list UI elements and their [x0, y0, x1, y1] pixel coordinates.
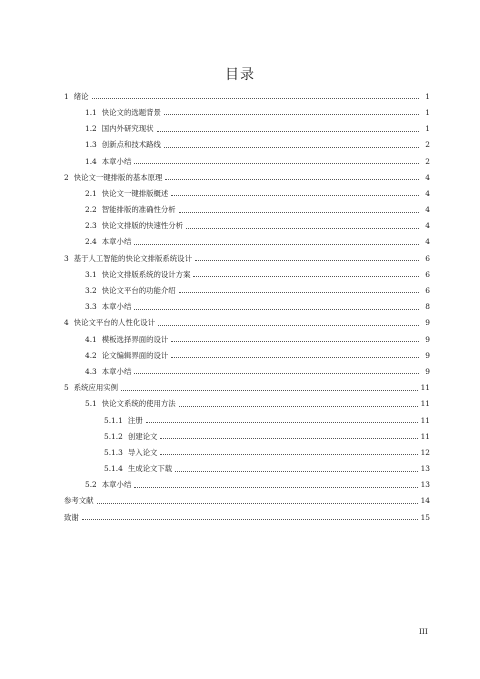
toc-entry-number: 5	[64, 383, 69, 393]
toc-entry-number: 4	[64, 318, 69, 328]
toc-entry-page: 2	[425, 156, 430, 166]
toc-entry[interactable]	[64, 197, 430, 213]
toc-entry[interactable]	[64, 505, 430, 521]
toc-entry-number: 3	[64, 253, 69, 263]
toc-entry-page: 13	[420, 480, 430, 490]
toc-dot-leader	[158, 325, 419, 326]
toc-entry[interactable]	[64, 214, 430, 230]
toc-entry-title: 创新点和技术路线	[101, 140, 161, 150]
toc-dot-leader	[97, 503, 418, 504]
toc-entry-number: 1	[64, 91, 69, 101]
toc-entry-page: 11	[420, 399, 430, 409]
toc-entry[interactable]	[64, 230, 430, 246]
toc-entry-title: 模板选择界面的设计	[101, 334, 169, 344]
toc-dot-leader	[179, 406, 418, 407]
toc-dot-leader	[160, 454, 417, 455]
toc-entry[interactable]	[64, 149, 430, 165]
toc-entry[interactable]	[64, 343, 430, 359]
toc-entry-page: 4	[425, 172, 430, 182]
toc-entry[interactable]	[64, 262, 430, 278]
toc-entry[interactable]	[64, 392, 430, 408]
toc-dot-leader	[134, 244, 419, 245]
toc-entry-number: 1.3	[85, 140, 97, 150]
toc-entry-title: 本章小结	[101, 302, 132, 312]
toc-dot-leader	[193, 276, 419, 277]
toc-entry-title: 基于人工智能的快论文排版系统设计	[73, 253, 192, 263]
toc-entry-page: 4	[425, 221, 430, 231]
toc-entry[interactable]	[64, 311, 430, 327]
toc-entry-title: 智能排版的准确性分析	[101, 205, 176, 215]
toc-entry-page: 11	[420, 431, 430, 441]
toc-entry[interactable]	[64, 408, 430, 424]
toc-entry-number: 4.1	[85, 334, 97, 344]
toc-entry-page: 2	[425, 140, 430, 150]
toc-dot-leader	[164, 147, 419, 148]
toc-entry-page: 4	[425, 188, 430, 198]
toc-entry-page: 4	[425, 237, 430, 247]
toc-entry[interactable]	[64, 84, 430, 100]
toc-entry-title: 本章小结	[101, 480, 132, 490]
toc-entry-title: 致谢	[64, 512, 79, 522]
toc-entry-page: 12	[420, 447, 430, 457]
toc-entry-number: 5.1.4	[104, 464, 123, 474]
toc-dot-leader	[92, 98, 420, 99]
toc-dot-leader	[164, 114, 419, 115]
toc-entry[interactable]	[64, 424, 430, 440]
toc-entry-number: 3.2	[85, 286, 97, 296]
toc-entry[interactable]	[64, 294, 430, 310]
toc-entry-number: 2	[64, 172, 69, 182]
page-title: 目录	[225, 67, 255, 83]
toc-entry-page: 11	[420, 383, 430, 393]
toc-entry[interactable]	[64, 100, 430, 116]
toc-entry-title: 快论文排版系统的设计方案	[101, 269, 191, 279]
toc-entry-number: 2.3	[85, 221, 97, 231]
toc-entry-number: 5.1.1	[104, 415, 123, 425]
toc-entry-title: 快论文的选题背景	[101, 107, 161, 117]
toc-entry-page: 6	[425, 286, 430, 296]
toc-entry-title: 快论文平台的人性化设计	[73, 318, 156, 328]
toc-dot-leader	[195, 260, 419, 261]
toc-entry[interactable]	[64, 473, 430, 489]
toc-dot-leader	[157, 131, 419, 132]
toc-entry-page: 1	[425, 107, 430, 117]
toc-entry-title: 本章小结	[101, 156, 132, 166]
toc-entry-number: 2.4	[85, 237, 97, 247]
toc-dot-leader	[179, 212, 419, 213]
toc-entry-page: 15	[420, 512, 430, 522]
toc-entry-page: 4	[425, 205, 430, 215]
toc-dot-leader	[134, 373, 419, 374]
toc-dot-leader	[146, 422, 418, 423]
toc-entry-number: 3.3	[85, 302, 97, 312]
toc-entry-title: 快论文平台的功能介绍	[101, 286, 176, 296]
toc-entry-title: 绪论	[73, 91, 89, 101]
toc-dot-leader	[160, 438, 417, 439]
toc-entry-page: 9	[425, 334, 430, 344]
toc-dot-leader	[179, 292, 419, 293]
toc-entry-number: 5.1.3	[104, 447, 123, 457]
toc-entry-page: 6	[425, 269, 430, 279]
toc-entry-title: 本章小结	[101, 237, 132, 247]
toc-entry[interactable]	[64, 327, 430, 343]
toc-dot-leader	[134, 487, 417, 488]
page-number: III	[419, 627, 428, 636]
toc-entry-number: 4.3	[85, 366, 97, 376]
toc-entry-number: 1.1	[85, 107, 97, 117]
toc-entry-number: 1.4	[85, 156, 97, 166]
toc-dot-leader	[175, 471, 417, 472]
toc-entry[interactable]	[64, 489, 430, 505]
toc-entry-title: 创建论文	[127, 431, 158, 441]
toc-dot-leader	[121, 390, 418, 391]
toc-dot-leader	[171, 357, 419, 358]
toc-entry-title: 快论文一键排版概述	[101, 188, 169, 198]
toc-dot-leader	[165, 179, 419, 180]
toc-entry-number: 1.2	[85, 124, 97, 134]
toc-entry[interactable]	[64, 375, 430, 391]
toc-entry[interactable]	[64, 181, 430, 197]
toc-entry-page: 11	[420, 415, 430, 425]
toc-entry-title: 注册	[127, 415, 143, 425]
toc-entry-page: 9	[425, 318, 430, 328]
toc-entry-number: 4.2	[85, 350, 97, 360]
toc-entry[interactable]	[64, 165, 430, 181]
toc-entry-title: 系统应用实例	[73, 383, 119, 393]
toc-entry-page: 8	[425, 302, 430, 312]
toc-entry[interactable]	[64, 359, 430, 375]
table-of-contents	[64, 84, 430, 521]
toc-dot-leader	[171, 195, 419, 196]
toc-entry-page: 6	[425, 253, 430, 263]
toc-entry-title: 本章小结	[101, 366, 132, 376]
toc-entry-number: 3.1	[85, 269, 97, 279]
toc-entry-title: 论文编辑界面的设计	[101, 350, 169, 360]
toc-entry-page: 14	[420, 496, 430, 506]
toc-dot-leader	[82, 519, 418, 520]
toc-entry-page: 1	[425, 124, 430, 134]
toc-entry[interactable]	[64, 246, 430, 262]
toc-dot-leader	[134, 163, 419, 164]
toc-entry-title: 生成论文下载	[127, 464, 173, 474]
toc-entry-title: 国内外研究现状	[101, 124, 154, 134]
toc-entry-number: 5.1.2	[104, 431, 123, 441]
toc-entry-number: 5.2	[85, 480, 97, 490]
toc-entry-page: 9	[425, 366, 430, 376]
toc-entry[interactable]	[64, 133, 430, 149]
toc-dot-leader	[171, 341, 419, 342]
toc-entry-number: 2.2	[85, 205, 97, 215]
toc-entry[interactable]	[64, 278, 430, 294]
toc-entry[interactable]	[64, 116, 430, 132]
toc-entry-title: 快论文排版的快速性分析	[101, 221, 184, 231]
toc-entry[interactable]	[64, 456, 430, 472]
toc-entry-title: 快论文系统的使用方法	[101, 399, 176, 409]
toc-entry-page: 1	[425, 91, 430, 101]
toc-entry-title: 快论文一键排版的基本原理	[73, 172, 163, 182]
toc-entry-page: 9	[425, 350, 430, 360]
toc-entry-title: 参考文献	[64, 496, 94, 506]
toc-entry-number: 2.1	[85, 188, 97, 198]
toc-entry-number: 5.1	[85, 399, 97, 409]
toc-entry-page: 13	[420, 464, 430, 474]
toc-entry[interactable]	[64, 440, 430, 456]
toc-entry-title: 导入论文	[127, 447, 158, 457]
toc-dot-leader	[134, 309, 419, 310]
toc-dot-leader	[186, 228, 419, 229]
